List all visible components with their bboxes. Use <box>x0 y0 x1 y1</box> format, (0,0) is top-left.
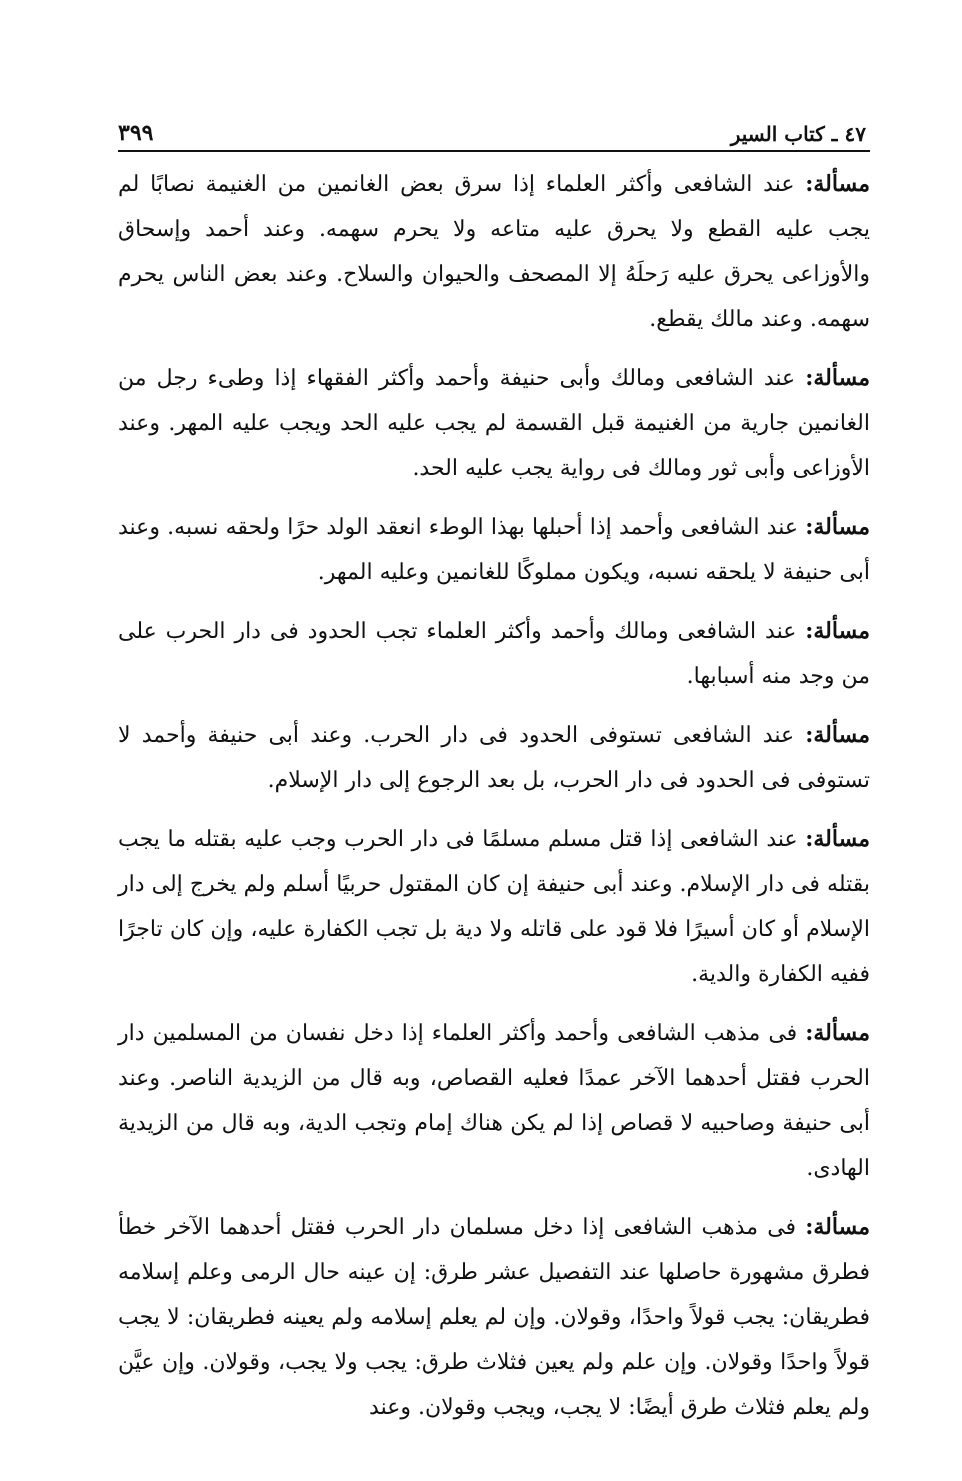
paragraph-text: عند الشافعى إذا قتل مسلم مسلمًا فى دار الحرب وجب عليه بقتله ما يجب بقتله فى دار الإسلام. وعند أبى حنيفة إن كان المقتول حربيًا أسلم ولم يخرج إلى دار الإسلام أو كان أسيرًا فلا قود على قاتله ولا دية بل تجب الكفارة عليه، وإن كان تاجرًا ففيه الكفارة والدية. <box>118 827 870 987</box>
paragraph-term: مسألة: <box>805 618 870 644</box>
paragraph-term: مسألة: <box>805 365 870 391</box>
paragraph-term: مسألة: <box>805 1214 870 1240</box>
paragraph-text: عند الشافعى ومالك وأحمد وأكثر العلماء تجب الحدود فى دار الحرب على من وجد منه أسبابها. <box>118 619 870 689</box>
paragraph-term: مسألة: <box>805 514 870 540</box>
paragraph-text: عند الشافعى وأحمد إذا أحبلها بهذا الوطء انعقد الولد حرًا ولحقه نسبه. وعند أبى حنيفة لا يلحقه نسبه، ويكون مملوكًا للغانمين وعليه المهر. <box>118 515 870 585</box>
paragraph <box>118 1205 870 1430</box>
paragraph <box>118 505 870 595</box>
paragraph-term: مسألة: <box>805 1020 870 1046</box>
paragraph <box>118 817 870 997</box>
paragraph <box>118 713 870 803</box>
page-body <box>118 162 870 1430</box>
paragraph-text: فى مذهب الشافعى إذا دخل مسلمان دار الحرب فقتل أحدهما الآخر خطأ فطرق مشهورة حاصلها عند التفصيل عشر طرق: إن عينه حال الرمى وعلم إسلامه فطريقان: يجب قولاً واحدًا، وقولان. وإن لم يعلم إسلامه ولم يعينه فطريقان: لا يجب قولاً واحدًا وقولان. وإن علم ولم يعين فثلاث طرق: يجب ولا يجب، وقولان. وإن عيَّن ولم يعلم فثلاث طرق أيضًا: لا يجب، ويجب وقولان. وعند <box>118 1215 870 1420</box>
book-page <box>118 108 870 1444</box>
paragraph-text: عند الشافعى وأكثر العلماء إذا سرق بعض الغانمين من الغنيمة نصابًا لم يجب عليه القطع ولا يحرق عليه متاعه ولا يحرم سهمه. وعند أحمد وإسحاق والأوزاعى يحرق عليه رَحلَهُ إلا المصحف والحيوان والسلاح. وعند بعض الناس يحرم سهمه. وعند مالك يقطع. <box>118 172 870 332</box>
page-number: ٣٩٩ <box>118 120 154 146</box>
paragraph <box>118 162 870 342</box>
paragraph-term: مسألة: <box>805 171 870 197</box>
paragraph-term: مسألة: <box>805 826 870 852</box>
page-header <box>118 108 870 152</box>
paragraph-text: عند الشافعى ومالك وأبى حنيفة وأحمد وأكثر الفقهاء إذا وطىء رجل من الغانمين جارية من الغنيمة قبل القسمة لم يجب عليه الحد ويجب عليه المهر. وعند الأوزاعى وأبى ثور ومالك فى رواية يجب عليه الحد. <box>118 366 870 481</box>
paragraph-text: فى مذهب الشافعى وأحمد وأكثر العلماء إذا دخل نفسان من المسلمين دار الحرب فقتل أحدهما الآخر عمدًا فعليه القصاص، وبه قال من الزيدية الناصر. وعند أبى حنيفة وصاحبيه لا قصاص إذا لم يكن هناك إمام وتجب الدية، وبه قال من الزيدية الهادى. <box>118 1021 871 1181</box>
paragraph-term: مسألة: <box>805 722 870 748</box>
paragraph <box>118 1011 870 1191</box>
paragraph <box>118 609 870 699</box>
paragraph <box>118 356 870 491</box>
paragraph-text: عند الشافعى تستوفى الحدود فى دار الحرب. وعند أبى حنيفة وأحمد لا تستوفى فى الحدود فى دار الحرب، بل بعد الرجوع إلى دار الإسلام. <box>118 723 870 793</box>
running-title: ٤٧ ـ كتاب السير <box>730 122 866 146</box>
